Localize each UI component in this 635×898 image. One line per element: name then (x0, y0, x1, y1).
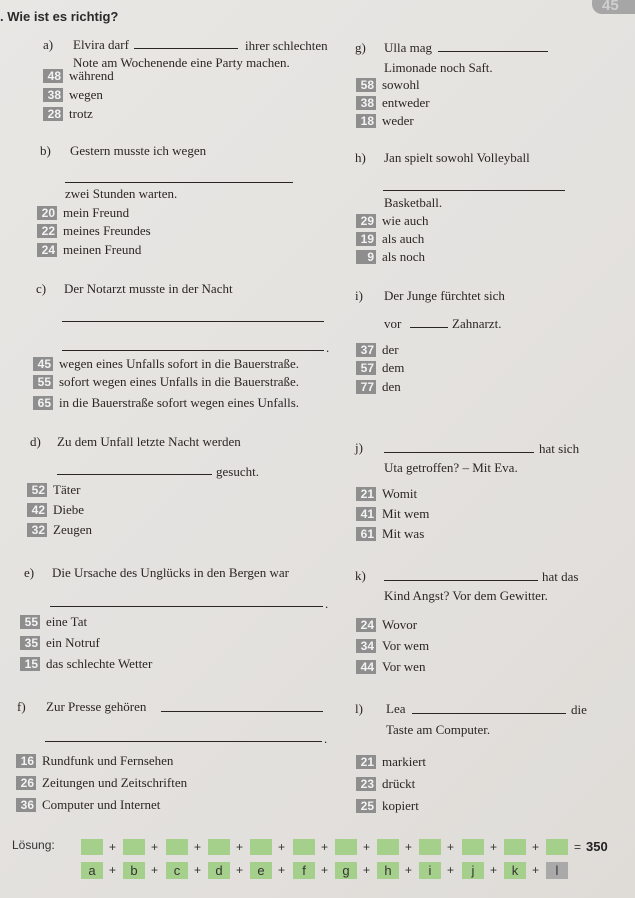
letter-box: k (504, 862, 526, 879)
q-c-blank-2[interactable] (62, 350, 324, 351)
option-text: eine Tat (46, 614, 88, 630)
q-c-option-1[interactable] (33, 355, 299, 371)
option-text: Täter (53, 482, 81, 498)
option-text: sofort wegen eines Unfalls in die Bauerstraße. (59, 374, 300, 390)
q-c-dot: . (326, 340, 330, 355)
q-h-letter: h) (355, 150, 366, 165)
letter-box: a (81, 862, 103, 879)
option-text: in die Bauerstraße sofort wegen eines Unfalls. (59, 395, 300, 411)
q-l-option-1[interactable] (356, 753, 426, 769)
option-text: dem (382, 360, 405, 376)
q-g-text1: Ulla mag (384, 40, 433, 55)
q-l-text1: Lea (386, 701, 406, 716)
option-number: 58 (356, 78, 376, 92)
option-text: Vor wen (382, 659, 426, 675)
q-j-text1: hat sich (539, 441, 580, 456)
answer-box[interactable] (546, 839, 568, 855)
q-k-option-2[interactable] (356, 637, 429, 653)
option-number: 37 (356, 343, 376, 357)
option-number: 21 (356, 487, 376, 501)
option-text: der (382, 342, 399, 358)
q-j-letter: j) (355, 440, 363, 455)
solution-total: 350 (586, 839, 608, 854)
q-b-option-2[interactable] (37, 222, 151, 238)
option-text: weder (382, 113, 414, 129)
option-number: 38 (43, 88, 63, 102)
plus-sign: + (447, 863, 455, 877)
q-a-letter: a) (43, 37, 54, 52)
answer-box[interactable] (208, 839, 230, 855)
q-h-text2: Basketball. (384, 195, 443, 210)
q-e-option-3[interactable] (20, 655, 152, 671)
q-b-text1: Gestern musste ich wegen (70, 143, 207, 158)
q-g-blank[interactable] (438, 51, 548, 52)
plus-sign: + (405, 840, 413, 854)
option-number: 65 (33, 396, 53, 410)
option-text: Zeitungen und Zeitschriften (42, 775, 188, 791)
option-number: 23 (356, 777, 376, 791)
option-number: 44 (356, 660, 376, 674)
q-j-option-1[interactable] (356, 485, 417, 501)
q-i-blank[interactable] (410, 327, 448, 328)
q-l-option-2[interactable] (356, 775, 415, 791)
q-a-option-1[interactable] (43, 67, 114, 83)
option-number: 19 (356, 232, 376, 246)
q-e-option-2[interactable] (20, 634, 100, 650)
plus-sign: + (194, 840, 202, 854)
option-text: entweder (382, 95, 430, 111)
q-h-text1: Jan spielt sowohl Volleyball (384, 150, 530, 165)
q-f-option-1[interactable] (16, 752, 173, 768)
option-number: 28 (43, 107, 63, 121)
plus-sign: + (236, 840, 244, 854)
q-a-text3: Note am Wochenende eine Party machen. (73, 55, 290, 70)
option-text: Womit (382, 486, 418, 502)
option-number: 35 (20, 636, 40, 650)
option-text: sowohl (382, 77, 420, 93)
option-text: mein Freund (63, 205, 130, 221)
plus-sign: + (321, 863, 329, 877)
q-d-blank[interactable] (57, 474, 212, 475)
option-number: 45 (33, 357, 53, 371)
answer-box[interactable] (123, 839, 145, 855)
q-l-option-3[interactable] (356, 797, 419, 813)
q-d-option-1[interactable] (27, 481, 80, 497)
q-d-option-2[interactable] (27, 501, 84, 517)
option-text: meinen Freund (63, 242, 142, 258)
option-number: 55 (33, 375, 53, 389)
plus-sign: + (278, 840, 286, 854)
q-i-option-2[interactable] (356, 359, 404, 375)
q-f-letter: f) (17, 699, 26, 714)
q-g-letter: g) (355, 40, 366, 55)
q-a-text2: ihrer schlechten (245, 38, 328, 53)
q-g-text2: Limonade noch Saft. (384, 60, 493, 75)
option-text: wie auch (382, 213, 429, 229)
q-l-blank[interactable] (412, 713, 566, 714)
q-k-letter: k) (355, 568, 366, 583)
option-number: 29 (356, 214, 376, 228)
q-f-text1: Zur Presse gehören (46, 699, 147, 714)
q-f-blank-2[interactable] (45, 741, 322, 742)
letter-box: f (293, 862, 315, 879)
q-i-option-3[interactable] (356, 378, 401, 394)
option-text: Diebe (53, 502, 85, 518)
option-text: markiert (382, 754, 427, 770)
q-b-blank[interactable] (65, 182, 293, 183)
option-number: 77 (356, 380, 376, 394)
q-c-option-3[interactable] (33, 394, 299, 410)
option-text: Computer und Internet (42, 797, 161, 813)
q-d-letter: d) (30, 434, 41, 449)
q-j-option-2[interactable] (356, 505, 429, 521)
q-f-option-2[interactable] (16, 774, 187, 790)
option-text: Wovor (382, 617, 418, 633)
q-i-text1: Der Junge fürchtet sich (384, 288, 505, 303)
option-number: 24 (37, 243, 57, 257)
option-text: Vor wem (382, 638, 430, 654)
q-h-option-2[interactable] (356, 230, 424, 246)
letter-box: i (419, 862, 441, 879)
q-k-blank[interactable] (384, 580, 538, 581)
q-k-option-1[interactable] (356, 616, 417, 632)
option-number: 21 (356, 755, 376, 769)
answer-box[interactable] (335, 839, 357, 855)
q-b-letter: b) (40, 143, 51, 158)
q-h-option-1[interactable] (356, 212, 429, 228)
q-e-dot: . (325, 596, 329, 611)
plus-sign: + (109, 863, 117, 877)
option-text: ein Notruf (46, 635, 100, 651)
option-number: 61 (356, 527, 376, 541)
q-g-option-3[interactable] (356, 112, 414, 128)
option-number: 55 (20, 615, 40, 629)
q-k-text1: hat das (542, 569, 579, 584)
plus-sign: + (236, 863, 244, 877)
q-l-letter: l) (355, 701, 363, 716)
plus-sign: + (363, 840, 371, 854)
option-text: das schlechte Wetter (46, 656, 153, 672)
q-b-option-3[interactable] (37, 241, 141, 257)
option-number: 34 (356, 639, 376, 653)
plus-sign: + (532, 863, 540, 877)
q-k-text2: Kind Angst? Vor dem Gewitter. (384, 588, 548, 603)
option-number: 20 (37, 206, 57, 220)
q-e-blank[interactable] (50, 606, 323, 607)
q-j-option-3[interactable] (356, 525, 424, 541)
letter-box: d (208, 862, 230, 879)
answer-box[interactable] (293, 839, 315, 855)
letter-box: g (335, 862, 357, 879)
answer-box[interactable] (377, 839, 399, 855)
option-text: Zeugen (53, 522, 92, 538)
q-g-option-1[interactable] (356, 76, 420, 92)
option-text: wegen eines Unfalls sofort in die Bauerstraße. (59, 356, 300, 372)
option-number: 22 (37, 224, 57, 238)
plus-sign: + (490, 840, 498, 854)
q-h-blank[interactable] (383, 190, 565, 191)
solution-label: Lösung: (12, 838, 55, 852)
q-a-text1: Elvira darf (73, 37, 129, 52)
option-text: Rundfunk und Fernsehen (42, 753, 174, 769)
option-text: Mit wem (382, 506, 430, 522)
plus-sign: + (532, 840, 540, 854)
q-c-blank-1[interactable] (62, 321, 324, 322)
q-a-blank[interactable] (134, 48, 238, 49)
answer-box[interactable] (419, 839, 441, 855)
q-l-text3: Taste am Computer. (386, 722, 491, 737)
q-j-text2: Uta getroffen? – Mit Eva. (384, 460, 518, 475)
option-number: 38 (356, 96, 376, 110)
option-text: Mit was (382, 526, 425, 542)
q-d-option-3[interactable] (27, 521, 92, 537)
option-number: 41 (356, 507, 376, 521)
letter-box: b (123, 862, 145, 879)
answer-box[interactable] (166, 839, 188, 855)
option-number: 15 (20, 657, 40, 671)
plus-sign: + (194, 863, 202, 877)
q-l-text2: die (571, 702, 587, 717)
option-text: wegen (69, 87, 103, 103)
answer-box[interactable] (81, 839, 103, 855)
q-j-blank[interactable] (384, 452, 534, 453)
exercise-title: . Wie ist es richtig? (0, 9, 119, 24)
plus-sign: + (321, 840, 329, 854)
answer-box[interactable] (504, 839, 526, 855)
q-f-dot: . (324, 731, 328, 746)
letter-box: e (250, 862, 272, 879)
plus-sign: + (151, 840, 159, 854)
equals-sign: = (574, 840, 582, 854)
option-text: während (69, 68, 114, 84)
option-number: 57 (356, 361, 376, 375)
option-number: 18 (356, 114, 376, 128)
option-text: den (382, 379, 401, 395)
option-number: 9 (356, 250, 376, 264)
page-number-badge (592, 0, 635, 14)
option-text: als noch (382, 249, 425, 265)
plus-sign: + (278, 863, 286, 877)
q-e-text1: Die Ursache des Unglücks in den Bergen war (52, 565, 289, 580)
plus-sign: + (109, 840, 117, 854)
q-h-option-3[interactable] (356, 248, 425, 264)
option-text: als auch (382, 231, 425, 247)
q-b-text2: zwei Stunden warten. (65, 186, 178, 201)
plus-sign: + (447, 840, 455, 854)
q-e-letter: e) (24, 565, 35, 580)
option-number: 36 (16, 798, 36, 812)
q-i-text3: Zahnarzt. (452, 316, 502, 331)
page-number: 45 (602, 0, 619, 14)
q-c-letter: c) (36, 281, 47, 296)
option-text: drückt (382, 776, 416, 792)
option-text: kopiert (382, 798, 419, 814)
option-text: trotz (69, 106, 93, 122)
q-e-option-1[interactable] (20, 613, 87, 629)
q-f-option-3[interactable] (16, 796, 160, 812)
q-a-option-2[interactable] (43, 86, 103, 102)
q-c-text1: Der Notarzt musste in der Nacht (64, 281, 233, 296)
option-text: meines Freundes (63, 223, 151, 239)
q-i-text2: vor (384, 316, 402, 331)
answer-box[interactable] (462, 839, 484, 855)
option-number: 48 (43, 69, 63, 83)
letter-box: h (377, 862, 399, 879)
q-a-option-3[interactable] (43, 105, 93, 121)
plus-sign: + (405, 863, 413, 877)
option-number: 25 (356, 799, 376, 813)
option-number: 52 (27, 483, 47, 497)
q-f-blank-1[interactable] (161, 711, 323, 712)
q-b-option-1[interactable] (37, 204, 129, 220)
option-number: 24 (356, 618, 376, 632)
letter-box: c (166, 862, 188, 879)
q-i-option-1[interactable] (356, 341, 399, 357)
plus-sign: + (363, 863, 371, 877)
option-number: 42 (27, 503, 47, 517)
q-g-option-2[interactable] (356, 94, 430, 110)
q-d-text1: Zu dem Unfall letzte Nacht werden (57, 434, 241, 449)
option-number: 26 (16, 776, 36, 790)
q-d-text2: gesucht. (216, 464, 259, 479)
q-i-letter: i) (355, 288, 363, 303)
option-number: 32 (27, 523, 47, 537)
letter-box: l (546, 862, 568, 879)
plus-sign: + (151, 863, 159, 877)
option-number: 16 (16, 754, 36, 768)
q-c-option-2[interactable] (33, 373, 299, 389)
plus-sign: + (490, 863, 498, 877)
q-k-option-3[interactable] (356, 658, 425, 674)
answer-box[interactable] (250, 839, 272, 855)
letter-box: j (462, 862, 484, 879)
